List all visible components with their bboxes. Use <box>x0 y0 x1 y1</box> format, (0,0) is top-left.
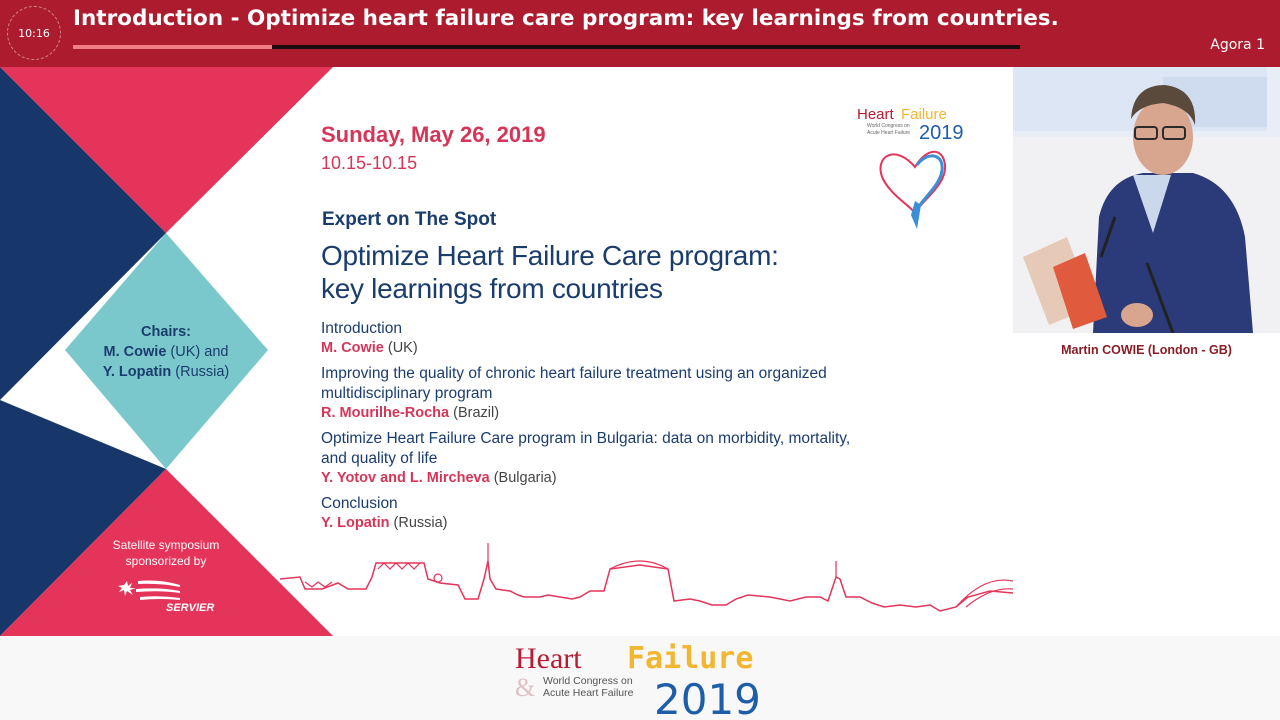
footer-logo-sub-2: Acute Heart Failure <box>543 687 634 699</box>
heart-outline-icon <box>881 152 946 213</box>
sponsor-line-1: Satellite symposium <box>112 538 220 552</box>
footer-logo-ampersand: & <box>515 673 536 702</box>
program-item-speaker <box>321 515 448 531</box>
program-speaker-country: (Brazil) <box>453 405 500 421</box>
program-item-title <box>321 429 901 468</box>
logo-year: 2019 <box>919 122 964 144</box>
program-item-title-line: Optimize Heart Failure Care program in Bulgaria: data on morbidity, mortality, <box>321 430 851 447</box>
heart-stroke-icon <box>917 156 942 209</box>
servier-logo-text: SERVIER <box>166 602 215 613</box>
slide-title <box>321 239 881 305</box>
clock-badge: 10:16 <box>7 6 61 60</box>
program-item-title-line: multidisciplinary program <box>321 384 493 402</box>
session-progress-fill <box>73 45 272 49</box>
servier-logo <box>118 575 228 613</box>
program-speaker-name: Y. Lopatin <box>321 515 390 531</box>
footer-logo-word-heart: Heart <box>515 642 582 675</box>
session-title: Introduction - Optimize heart failure care program: key learnings from countries. <box>73 6 1059 31</box>
chairs-label: Chairs: <box>141 324 191 340</box>
heart-failure-logo-footer <box>512 640 772 718</box>
top-bar <box>0 0 1280 67</box>
logo-sub-1: World Congress on <box>867 123 910 129</box>
program-item-title-line: Introduction <box>321 320 402 337</box>
speaker-video-feed[interactable] <box>1013 67 1280 333</box>
chair2-country: (Russia) <box>175 364 230 380</box>
slide-title-line-1: Optimize Heart Failure Care program: <box>321 240 779 271</box>
chair2-name: Y. Lopatin <box>102 364 172 380</box>
program-item-title <box>321 319 901 339</box>
session-date: Sunday, May 26, 2019 <box>321 122 546 147</box>
chair1-name: M. Cowie <box>103 344 167 360</box>
program-item-title <box>321 364 901 403</box>
program-speaker-name: R. Mourilhe-Rocha <box>321 405 450 421</box>
program-item-title-line: and quality of life <box>321 449 438 467</box>
program-item-title <box>321 494 901 514</box>
program-item-speaker <box>321 470 557 486</box>
program-item-title-line: Improving the quality of chronic heart failure treatment using an organized <box>321 365 827 382</box>
session-progress-bar[interactable] <box>73 45 1020 49</box>
chair1-country: (UK) and <box>170 344 229 360</box>
presentation-slide <box>0 67 1013 636</box>
speaker-name: Martin COWIE (London - GB) <box>1061 343 1232 357</box>
logo-word-failure: Failure <box>901 106 947 123</box>
room-label: Agora 1 <box>1210 37 1265 53</box>
logo-word-heart: Heart <box>857 106 894 123</box>
footer-logo-word-failure: Failure <box>627 641 754 676</box>
logo-sub-2: Acute Heart Failure <box>867 130 911 136</box>
heart-failure-logo-slide <box>855 105 975 233</box>
program-speaker-name: Y. Yotov and L. Mircheva <box>321 470 490 486</box>
footer-logo-year: 2019 <box>654 675 761 718</box>
slide-title-line-2: key learnings from countries <box>321 273 663 304</box>
sponsor-note <box>80 537 252 569</box>
hand-icon <box>911 201 921 229</box>
program-item-title-line: Conclusion <box>321 495 398 512</box>
session-type: Expert on The Spot <box>322 209 497 230</box>
program-speaker-name: M. Cowie <box>321 340 384 356</box>
program-speaker-country: (Bulgaria) <box>493 470 557 486</box>
program-item-speaker <box>321 340 418 356</box>
footer-logo-sub-1: World Congress on <box>543 675 633 687</box>
program-speaker-country: (Russia) <box>393 515 448 531</box>
program-speaker-country: (UK) <box>387 340 418 356</box>
chairs-block <box>75 322 257 382</box>
sponsor-line-2: sponsorized by <box>125 554 207 568</box>
session-time: 10.15-10.15 <box>321 153 418 173</box>
program-item-speaker <box>321 405 499 421</box>
